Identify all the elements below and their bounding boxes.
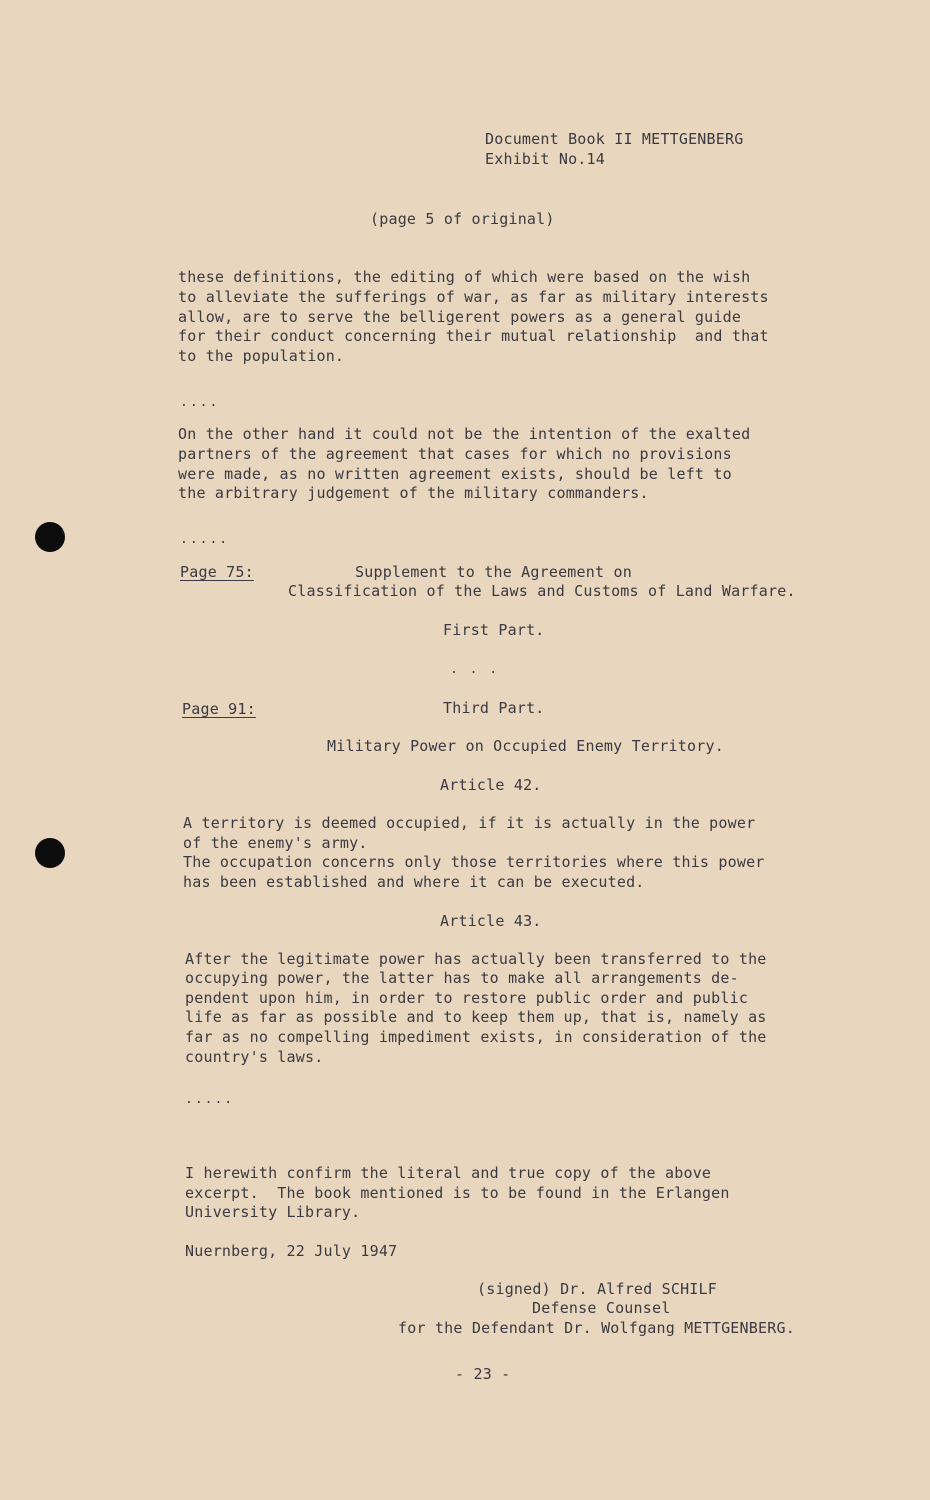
omission-marker: ..... — [180, 532, 230, 547]
article-line: A territory is deemed occupied, if it is actually in the power — [183, 814, 756, 832]
page-91-label: Page 91: — [182, 700, 256, 718]
paragraph-line: these definitions, the editing of which were based on the wish — [178, 268, 751, 286]
paragraph-line: allow, are to serve the belligerent powers as a general guide — [178, 308, 742, 326]
paragraph-line: On the other hand it could not be the intention of the exalted — [178, 425, 751, 443]
article-line: far as no compelling impediment exists, in consideration of the — [185, 1028, 767, 1046]
first-part-heading: First Part. — [443, 621, 545, 639]
place-and-date: Nuernberg, 22 July 1947 — [185, 1242, 398, 1260]
article-line: pendent upon him, in order to restore public order and public — [185, 989, 749, 1007]
article-line: occupying power, the latter has to make all arrangements de- — [185, 969, 739, 987]
certification-line: excerpt. The book mentioned is to be found in the Erlangen — [185, 1184, 730, 1202]
certification-line: I herewith confirm the literal and true copy of the above — [185, 1164, 712, 1182]
page-number: - 23 - — [455, 1365, 511, 1383]
article-line: After the legitimate power has actually been transferred to the — [185, 950, 767, 968]
page-75-label: Page 75: — [180, 563, 254, 581]
paragraph-line: for their conduct concerning their mutual relationship and that — [178, 327, 769, 345]
paragraph-line: the arbitrary judgement of the military commanders. — [178, 484, 649, 502]
article-line: The occupation concerns only those territories where this power — [183, 853, 765, 871]
header-document-book: Document Book II METTGENBERG — [485, 130, 744, 148]
omission-marker: . . . — [450, 662, 500, 677]
signature-defendant: for the Defendant Dr. Wolfgang METTGENBERG. — [398, 1319, 795, 1337]
paragraph-line: were made, as no written agreement exists, should be left to — [178, 465, 732, 483]
omission-marker: ..... — [185, 1092, 235, 1107]
article-42-heading: Article 42. — [440, 776, 542, 794]
military-power-heading: Military Power on Occupied Enemy Territory. — [327, 737, 724, 755]
supplement-title-line1: Supplement to the Agreement on — [355, 563, 632, 581]
article-line: has been established and where it can be executed. — [183, 873, 645, 891]
article-line: life as far as possible and to keep them up, that is, namely as — [185, 1008, 767, 1026]
article-43-heading: Article 43. — [440, 912, 542, 930]
signature-role: Defense Counsel — [532, 1299, 671, 1317]
article-line: of the enemy's army. — [183, 834, 368, 852]
certification-line: University Library. — [185, 1203, 361, 1221]
paragraph-line: to alleviate the sufferings of war, as far as military interests — [178, 288, 769, 306]
paragraph-line: to the population. — [178, 347, 345, 365]
article-line: country's laws. — [185, 1048, 324, 1066]
punch-hole-top — [35, 522, 65, 552]
original-page-reference: (page 5 of original) — [370, 210, 555, 228]
punch-hole-bottom — [35, 838, 65, 868]
third-part-heading: Third Part. — [443, 699, 545, 717]
omission-marker: .... — [180, 395, 220, 410]
supplement-title-line2: Classification of the Laws and Customs of Land Warfare. — [288, 582, 796, 600]
paragraph-line: partners of the agreement that cases for which no provisions — [178, 445, 732, 463]
header-exhibit-number: Exhibit No.14 — [485, 150, 605, 168]
signature-name: (signed) Dr. Alfred SCHILF — [477, 1280, 717, 1298]
